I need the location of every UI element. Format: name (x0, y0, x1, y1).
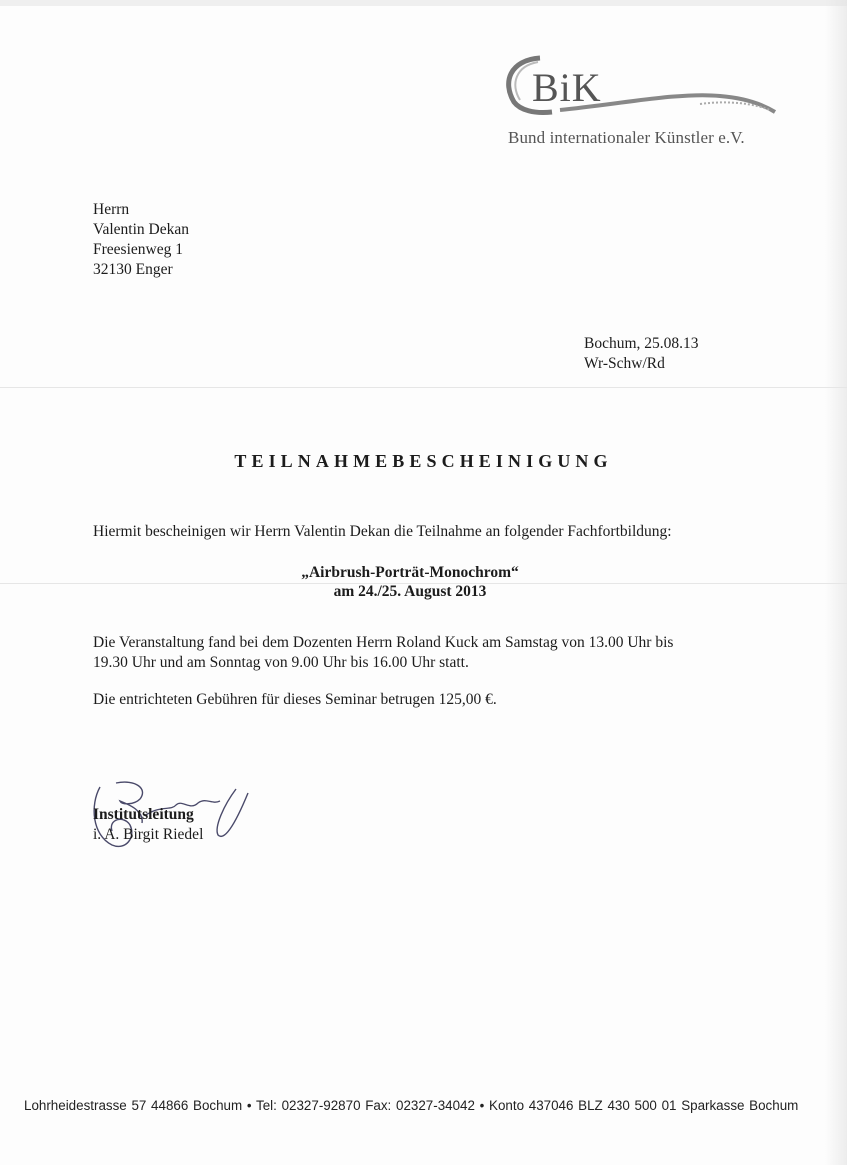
intro-paragraph: Hiermit bescheinigen wir Herrn Valentin Dekan die Teilnahme an folgender Fachfortbildung: (93, 523, 672, 540)
course-date: am 24./25. August 2013 (333, 583, 487, 600)
recipient-street: Freesienweg 1 (93, 241, 183, 258)
event-line-2: 19.30 Uhr und am Sonntag von 9.00 Uhr bis 16.00 Uhr statt. (93, 654, 469, 671)
recipient-name: Valentin Dekan (93, 221, 189, 238)
signature-block (93, 805, 203, 845)
signatory-role: Institutsleitung (93, 806, 194, 823)
logo-wordmark: BiK (532, 65, 602, 110)
signatory-name: i. A. Birgit Riedel (93, 826, 204, 843)
page-top-shadow (0, 0, 847, 6)
organization-name: Bund internationaler Künstler e.V. (508, 128, 745, 147)
event-paragraph (93, 633, 753, 673)
reference-code: Wr-Schw/Rd (584, 355, 665, 372)
document-title: TEILNAHMEBESCHEINIGUNG (234, 451, 613, 471)
date-block (584, 334, 699, 374)
fees-paragraph: Die entrichteten Gebühren für dieses Seminar betrugen 125,00 €. (93, 691, 497, 708)
place-date: Bochum, 25.08.13 (584, 335, 699, 352)
recipient-city: 32130 Enger (93, 261, 173, 278)
course-title: „Airbrush-Porträt-Monochrom“ (301, 564, 519, 581)
bik-logo (500, 52, 790, 152)
course-block (200, 563, 620, 601)
recipient-address (93, 200, 189, 280)
recipient-salutation: Herrn (93, 201, 130, 218)
fold-line-upper (0, 387, 847, 388)
letter-footer: Lohrheidestrasse 57 44866 Bochum • Tel: 02327-92870 Fax: 02327-34042 • Konto 437046 BLZ 430 500 01 Sparkasse Bochum (24, 1098, 799, 1113)
event-line-1: Die Veranstaltung fand bei dem Dozenten Herrn Roland Kuck am Samstag von 13.00 Uhr bis (93, 634, 674, 651)
